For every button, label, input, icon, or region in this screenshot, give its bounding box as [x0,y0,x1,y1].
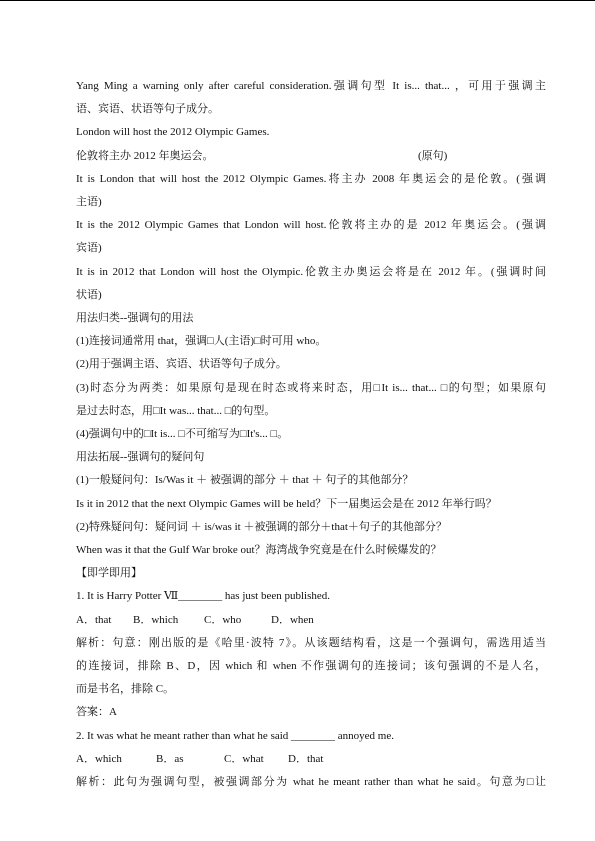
paragraph-line: 主语) [76,196,102,209]
choice-d: D．that [288,752,324,765]
question-2: 2. It was what he meant rather than what he said ________ annoyed me. [76,729,394,742]
example-sentence: London will host the 2012 Olympic Games. [76,126,270,139]
rule-item: (4)强调句中的□It is... □不可缩写为□It's... □。 [76,428,289,441]
paragraph-line: 语、宾语、状语等句子成分。 [76,103,219,116]
section-heading: 用法拓展--强调句的疑问句 [76,451,205,464]
rule-item: (1)一般疑问句：Is/Was it ＋ 被强调的部分 ＋ that ＋ 句子的其他部分？ [76,474,414,487]
question-1: 1. It is Harry Potter Ⅶ________ has just been published. [76,590,331,603]
answer-line: 答案：A [76,706,117,719]
question-1-choices [76,609,546,632]
example-sentence: When was it that the Gulf War broke out？海湾战争究竟是在什么时候爆发的？ [76,544,442,557]
choice-c: C．who [204,613,242,626]
choice-b: B．which [133,613,179,626]
explanation-line: 解析：此句为强调句型，被强调部分为 what he meant rather than what he said。句意为□让 [76,776,546,789]
choice-c: C．what [224,752,264,765]
translation-text: 伦敦将主办 2012 年奥运会。 [76,149,214,162]
rule-item: (1)连接词通常用 that，强调□人(主语)□时可用 who。 [76,335,327,348]
choice-a: A．which [76,752,122,765]
example-sentence: It is London that will host the 2012 Olympic Games.将主办 2008 年奥运会的是伦敦。(强调 [76,172,546,185]
section-heading: 【即学即用】 [76,567,142,580]
paragraph-line: Yang Ming a warning only after careful consideration.强调句型 It is... that... ，可用于强调主 [76,80,546,92]
top-border-line [0,0,595,1]
explanation-line: 而是书名，排除 C。 [76,683,175,696]
paragraph-line: 宾语) [76,242,102,255]
choice-b: B．as [156,752,184,765]
paragraph-line: 状语) [76,288,102,301]
section-heading: 用法归类--强调句的用法 [76,312,194,325]
choice-d: D．when [271,613,314,626]
original-sentence-tag: (原句) [418,149,448,162]
choice-a: A．that [76,613,112,626]
rule-item: (3)时态分为两类：如果原句是现在时态或将来时态，用□It is... that... □的句型；如果原句 [76,381,546,394]
rule-item: (2)用于强调主语、宾语、状语等句子成分。 [76,358,287,371]
explanation-line: 解析：句意：刚出版的是《哈里·波特 7》。从该题结构看，这是一个强调句，需选用适当 [76,636,546,649]
rule-item: (2)特殊疑问句：疑问词 ＋ is/was it ＋被强调的部分＋that＋句子的其他部分？ [76,520,447,533]
example-sentence: It is the 2012 Olympic Games that London will host.伦敦将主办的是 2012 年奥运会。(强调 [76,219,546,232]
question-2-choices [76,748,546,771]
example-sentence: Is it in 2012 that the next Olympic Games will be held？下一届奥运会是在 2012 年举行吗？ [76,497,497,510]
explanation-line: 的连接词，排除 B、D，因 which 和 when 不作强调句的连接词；该句强调的不是人名， [76,660,546,673]
rule-item: 是过去时态，用□It was... that... □的句型。 [76,404,276,417]
document-body [76,75,546,794]
example-translation [76,145,546,168]
example-sentence: It is in 2012 that London will host the Olympic.伦敦主办奥运会将是在 2012 年。(强调时间 [76,265,546,278]
